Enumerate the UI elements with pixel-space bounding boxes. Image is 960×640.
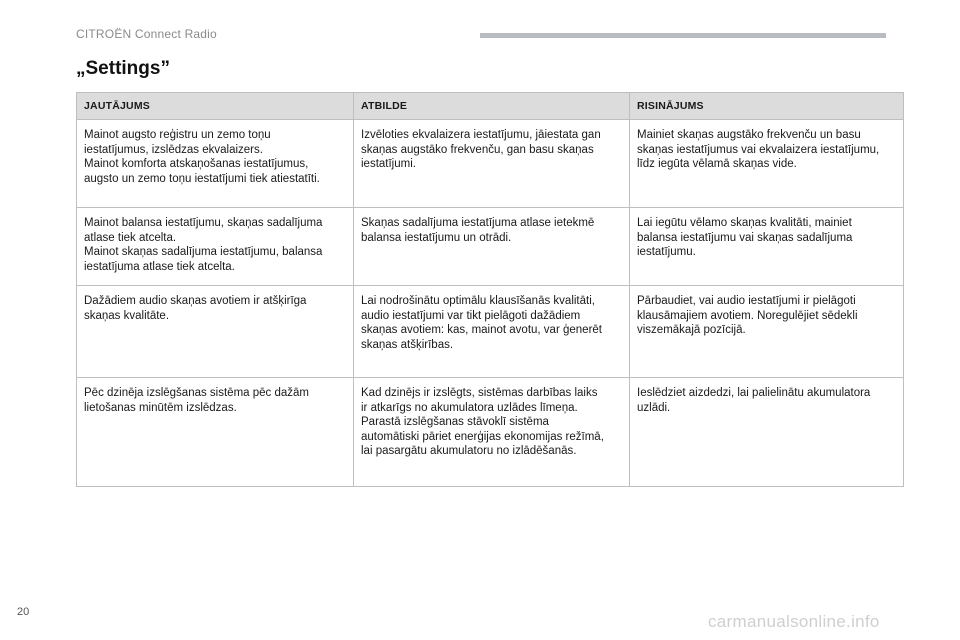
- solution-cell: Mainiet skaņas augstāko frekvenču un basu skaņas iestatījumus vai ekvalaizera iestatījumu, līdz iegūta vēlamā skaņas vide.: [630, 120, 904, 208]
- table-row: [77, 208, 904, 286]
- table-row: [77, 120, 904, 208]
- answer-cell: Kad dzinējs ir izslēgts, sistēmas darbības laiks ir atkarīgs no akumulatora uzlādes līmeņa. Parastā izslēgšanas stāvoklī sistēma automātiski pāriet enerģijas ekonomijas režīmā, lai pasargātu akumulatoru no izlādēšanās.: [354, 378, 630, 487]
- watermark: carmanualsonline.info: [708, 612, 880, 631]
- answer-cell: Skaņas sadalījuma iestatījuma atlase ietekmē balansa iestatījumu un otrādi.: [354, 208, 630, 286]
- column-header-solution: RISINĀJUMS: [630, 93, 904, 120]
- section-title: „Settings”: [76, 58, 170, 79]
- table-row: [77, 286, 904, 378]
- question-cell: Mainot balansa iestatījumu, skaņas sadalījuma atlase tiek atcelta. Mainot skaņas sadalījuma iestatījumu, balansa iestatījuma atlase tiek atcelta.: [77, 208, 354, 286]
- page-number: 20: [17, 606, 30, 618]
- table-row: [77, 378, 904, 487]
- column-header-question: JAUTĀJUMS: [77, 93, 354, 120]
- solution-cell: Ieslēdziet aizdedzi, lai palielinātu akumulatora uzlādi.: [630, 378, 904, 487]
- answer-cell: Lai nodrošinātu optimālu klausīšanās kvalitāti, audio iestatījumi var tikt pielāgoti dažādiem skaņas avotiem: kas, mainot avotu, var ģenerēt skaņas atšķirības.: [354, 286, 630, 378]
- table-header-row: [77, 93, 904, 120]
- solution-cell: Pārbaudiet, vai audio iestatījumi ir pielāgoti klausāmajiem avotiem. Noregulējiet sēdekli viszemākajā pozīcijā.: [630, 286, 904, 378]
- question-cell: Pēc dzinēja izslēgšanas sistēma pēc dažām lietošanas minūtēm izslēdzas.: [77, 378, 354, 487]
- solution-cell: Lai iegūtu vēlamo skaņas kvalitāti, mainiet balansa iestatījumu vai skaņas sadalījuma iestatījumu.: [630, 208, 904, 286]
- column-header-answer: ATBILDE: [354, 93, 630, 120]
- answer-cell: Izvēloties ekvalaizera iestatījumu, jāiestata gan skaņas augstāko frekvenču, gan basu skaņas iestatījumi.: [354, 120, 630, 208]
- faq-table: [76, 92, 904, 487]
- question-cell: Dažādiem audio skaņas avotiem ir atšķirīga skaņas kvalitāte.: [77, 286, 354, 378]
- running-header: CITROËN Connect Radio: [76, 27, 217, 41]
- header-rule: [480, 33, 886, 38]
- question-cell: Mainot augsto reģistru un zemo toņu iestatījumus, izslēdzas ekvalaizers. Mainot komforta atskaņošanas iestatījumus, augsto un zemo toņu iestatījumi tiek atiestatīti.: [77, 120, 354, 208]
